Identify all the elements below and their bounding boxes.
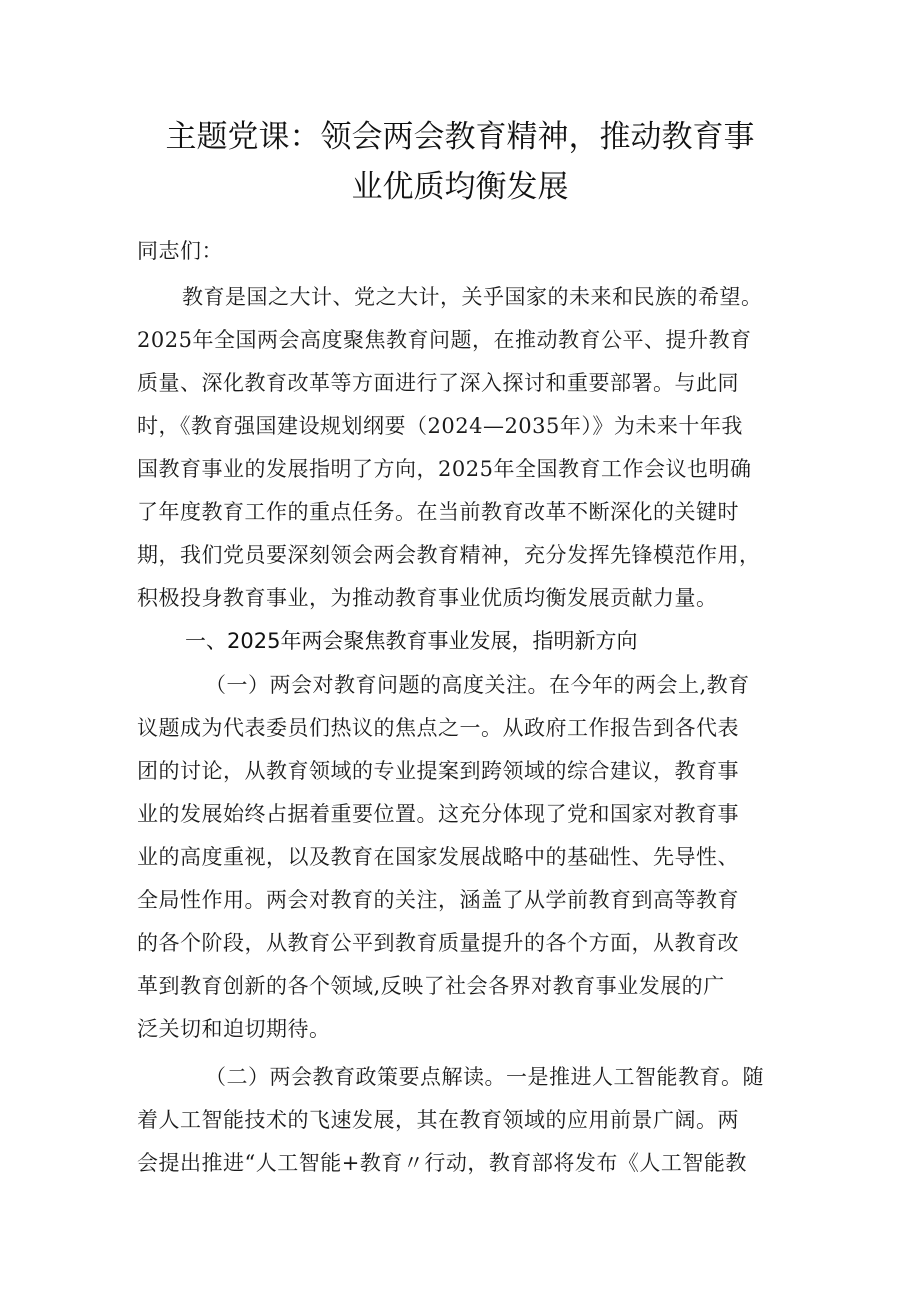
intro-line: 2025年全国两会高度聚焦教育问题，在推动教育公平、提升教育 xyxy=(137,328,752,352)
sub1-line: （一）两会对教育问题的高度关注。在今年的两会上,教育 xyxy=(205,673,750,697)
intro-line: 时，《教育强国建设规划纲要（2024—2035年）》为未来十年我 xyxy=(137,414,743,438)
intro-line: 教育是国之大计、党之大计，关乎国家的未来和民族的希望。 xyxy=(182,285,763,309)
sub2-line: 着人工智能技术的飞速发展，其在教育领域的应用前景广阔。两 xyxy=(137,1108,739,1132)
sub1-line: 革到教育创新的各个领域,反映了社会各界对教育事业发展的广 xyxy=(137,974,725,998)
sub1-line: 团的讨论，从教育领域的专业提案到跨领域的综合建议，教育事 xyxy=(137,759,739,783)
sub1-line: 全局性作用。两会对教育的关注，涵盖了从学前教育到高等教育 xyxy=(137,888,739,912)
document-title-line-2: 业优质均衡发展 xyxy=(351,169,569,205)
sub1-line: 议题成为代表委员们热议的焦点之一。从政府工作报告到各代表 xyxy=(137,716,739,740)
section-heading-1: 一、2025年两会聚焦教育事业发展，指明新方向 xyxy=(185,629,638,653)
sub1-line: 业的高度重视，以及教育在国家发展战略中的基础性、先导性、 xyxy=(137,845,739,869)
intro-line: 国教育事业的发展指明了方向，2025年全国教育工作会议也明确 xyxy=(137,457,752,481)
sub2-line: 会提出推进“人工智能+教育〃行动，教育部将发布《人工智能教 xyxy=(137,1151,747,1175)
document-title-line-1: 主题党课：领会两会教育精神，推动教育事 xyxy=(165,119,755,155)
intro-line: 期，我们党员要深刻领会两会教育精神，充分发挥先锋模范作用， xyxy=(137,543,761,567)
intro-line: 了年度教育工作的重点任务。在当前教育改革不断深化的关键时 xyxy=(137,500,739,524)
sub1-line: 业的发展始终占据着重要位置。这充分体现了党和国家对教育事 xyxy=(137,802,739,826)
salutation: 同志们： xyxy=(137,239,223,263)
intro-line: 质量、深化教育改革等方面进行了深入探讨和重要部署。与此同 xyxy=(137,371,739,395)
sub1-line: 泛关切和迫切期待。 xyxy=(137,1017,331,1041)
sub2-line: （二）两会教育政策要点解读。一是推进人工智能教育。随 xyxy=(205,1065,764,1089)
intro-line: 积极投身教育事业，为推动教育事业优质均衡发展贡献力量。 xyxy=(137,586,718,610)
sub1-line: 的各个阶段，从教育公平到教育质量提升的各个方面，从教育改 xyxy=(137,931,739,955)
